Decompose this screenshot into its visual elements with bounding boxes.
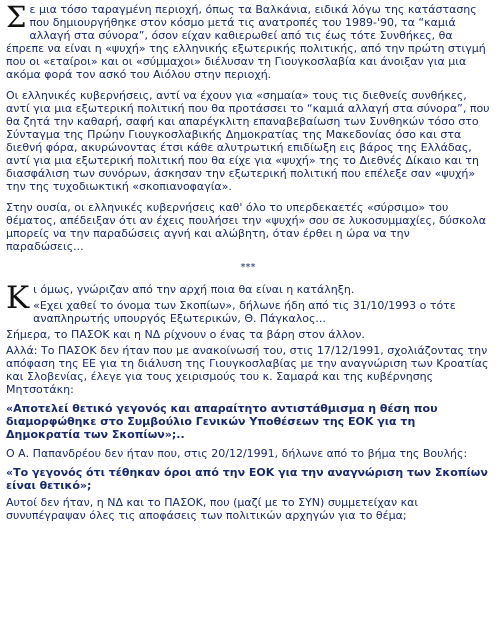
dropcap-kappa: Κ (6, 280, 30, 316)
papandreou-statement: Ο Α. Παπανδρέου δεν ήταν που, στις 20/12/1991, δήλωνε από το βήμα της Βουλής: (6, 447, 468, 460)
pangalos-quote: «Εχει χαθεί το όνομα των Σκοπίων», δήλωνε ήδη από τις 31/10/1993 ο τότε αναπληρωτής υπουργός Εξωτερικών, Θ. Πάγκαλος... (33, 299, 456, 325)
paragraph-governments: Οι ελληνικές κυβερνήσεις, αντί να έχουν για «σημαία» τους τις διεθνείς συνθήκες, αντί για μια εξωτερική πολιτική που θα προτάσσει το “καμιά αλλαγή στα σύνορα”, που θα ζητά την καθαρή, σαφή και απαρέγκλιτη επαναβεβαίωση των Συνθηκών τόσο στο Σύνταγμα της Πρώην Γιουγκοσλαβικής Δημοκρατίας της Μακεδονίας όσο και στα διεθνή φόρα, ακυρώνοντας έτσι κάθε αλυτρωτική επιδίωξη εις βάρος της Ελλάδας, αντί για μια εξωτερική πολιτική που θα είχε για «ψυχή» της το Διεθνές Δίκαιο και τη διασφάλιση των συνόρων, άσκησαν την εξωτερική πολιτική που επέλεξε σαν «ψυχή» την της τυχοδιωκτική «σκοπιανοφαγία». (6, 89, 490, 193)
paragraph-intro (6, 0, 490, 81)
opening-line: ι όμως, γνώριζαν από την αρχή ποια θα είναι η κατάληξη. (33, 283, 355, 296)
dropcap-sigma: Σ (6, 0, 27, 34)
bold-quote-two: «Το γεγονός ότι τέθηκαν όροι από την ΕΟΚ για την αναγνώριση των Σκοπίων είναι θετικό»; (6, 466, 488, 492)
pasok-statement: Αλλά: Το ΠΑΣΟΚ δεν ήταν που με ανακοίνωσή του, στις 17/12/1991, σχολιάζοντας την απόφαση της ΕΕ για τη διάλυση της Γιουγκοσλαβίας με την αναγνώριση των Κροατίας και Σλοβενίας, έλεγε για τους χειρισμούς του κ. Σαμαρά και της κυβέρνησης Μητσοτάκη: (6, 344, 489, 396)
section-two (6, 280, 490, 522)
bold-quote-one: «Αποτελεί θετικό γεγονός και απαραίτητο αντιστάθμισμα η θέση που διαμορφώθηκε στο Συμβούλιο Γενικών Υποθέσεων της ΕΟΚ για τη Δημοκρατία των Σκοπίων»;.. (6, 402, 438, 441)
today-line: Σήμερα, το ΠΑΣΟΚ και η ΝΔ ρίχνουν ο ένας τα βάρη στον άλλον. (6, 328, 365, 341)
section-separator: *** (240, 262, 256, 273)
paragraph-essence: Στην ουσία, οι ελληνικές κυβερνήσεις καθ' όλο το υπερδεκαετές «σύρσιμο» του θέματος, απέδειξαν ότι αν έχεις πουλήσει την «ψυχή» σου σε λυκοσυμμαχίες, δύσκολα μπορείς να την παραδώσεις αγνή και αλώβητη, όταν έρθει η ώρα να την παραδώσεις... (6, 201, 486, 253)
closing-question: Αυτοί δεν ήταν, η ΝΔ και το ΠΑΣΟΚ, που (μαζί με το ΣΥΝ) συμμετείχαν και συνυπέγραψαν όλες τις αποφάσεις των πολιτικών αρχηγών για το θέμα; (6, 496, 419, 522)
paragraph-intro-text: ε μια τόσο ταραγμένη περιοχή, όπως τα Βαλκάνια, ειδικά λόγω της κατάστασης που δημιουργήθηκε στον κόσμο μετά τις ανατροπές του 1989-'90, τα “καμιά αλλαγή στα σύνορα”, όσον είχαν καθιερωθεί από τις έως τότε Συνθήκες, θα έπρεπε να είναι η «ψυχή» της ελληνικής εξωτερικής πολιτικής, από την πρώτη στιγμή που οι «εταίροι» και οι «σύμμαχοι» διέλυσαν τη Γιουγκοσλαβία και άνοιξαν για μια ακόμα φορά τον ασκό του Αιόλου στην περιοχή. (6, 3, 486, 81)
